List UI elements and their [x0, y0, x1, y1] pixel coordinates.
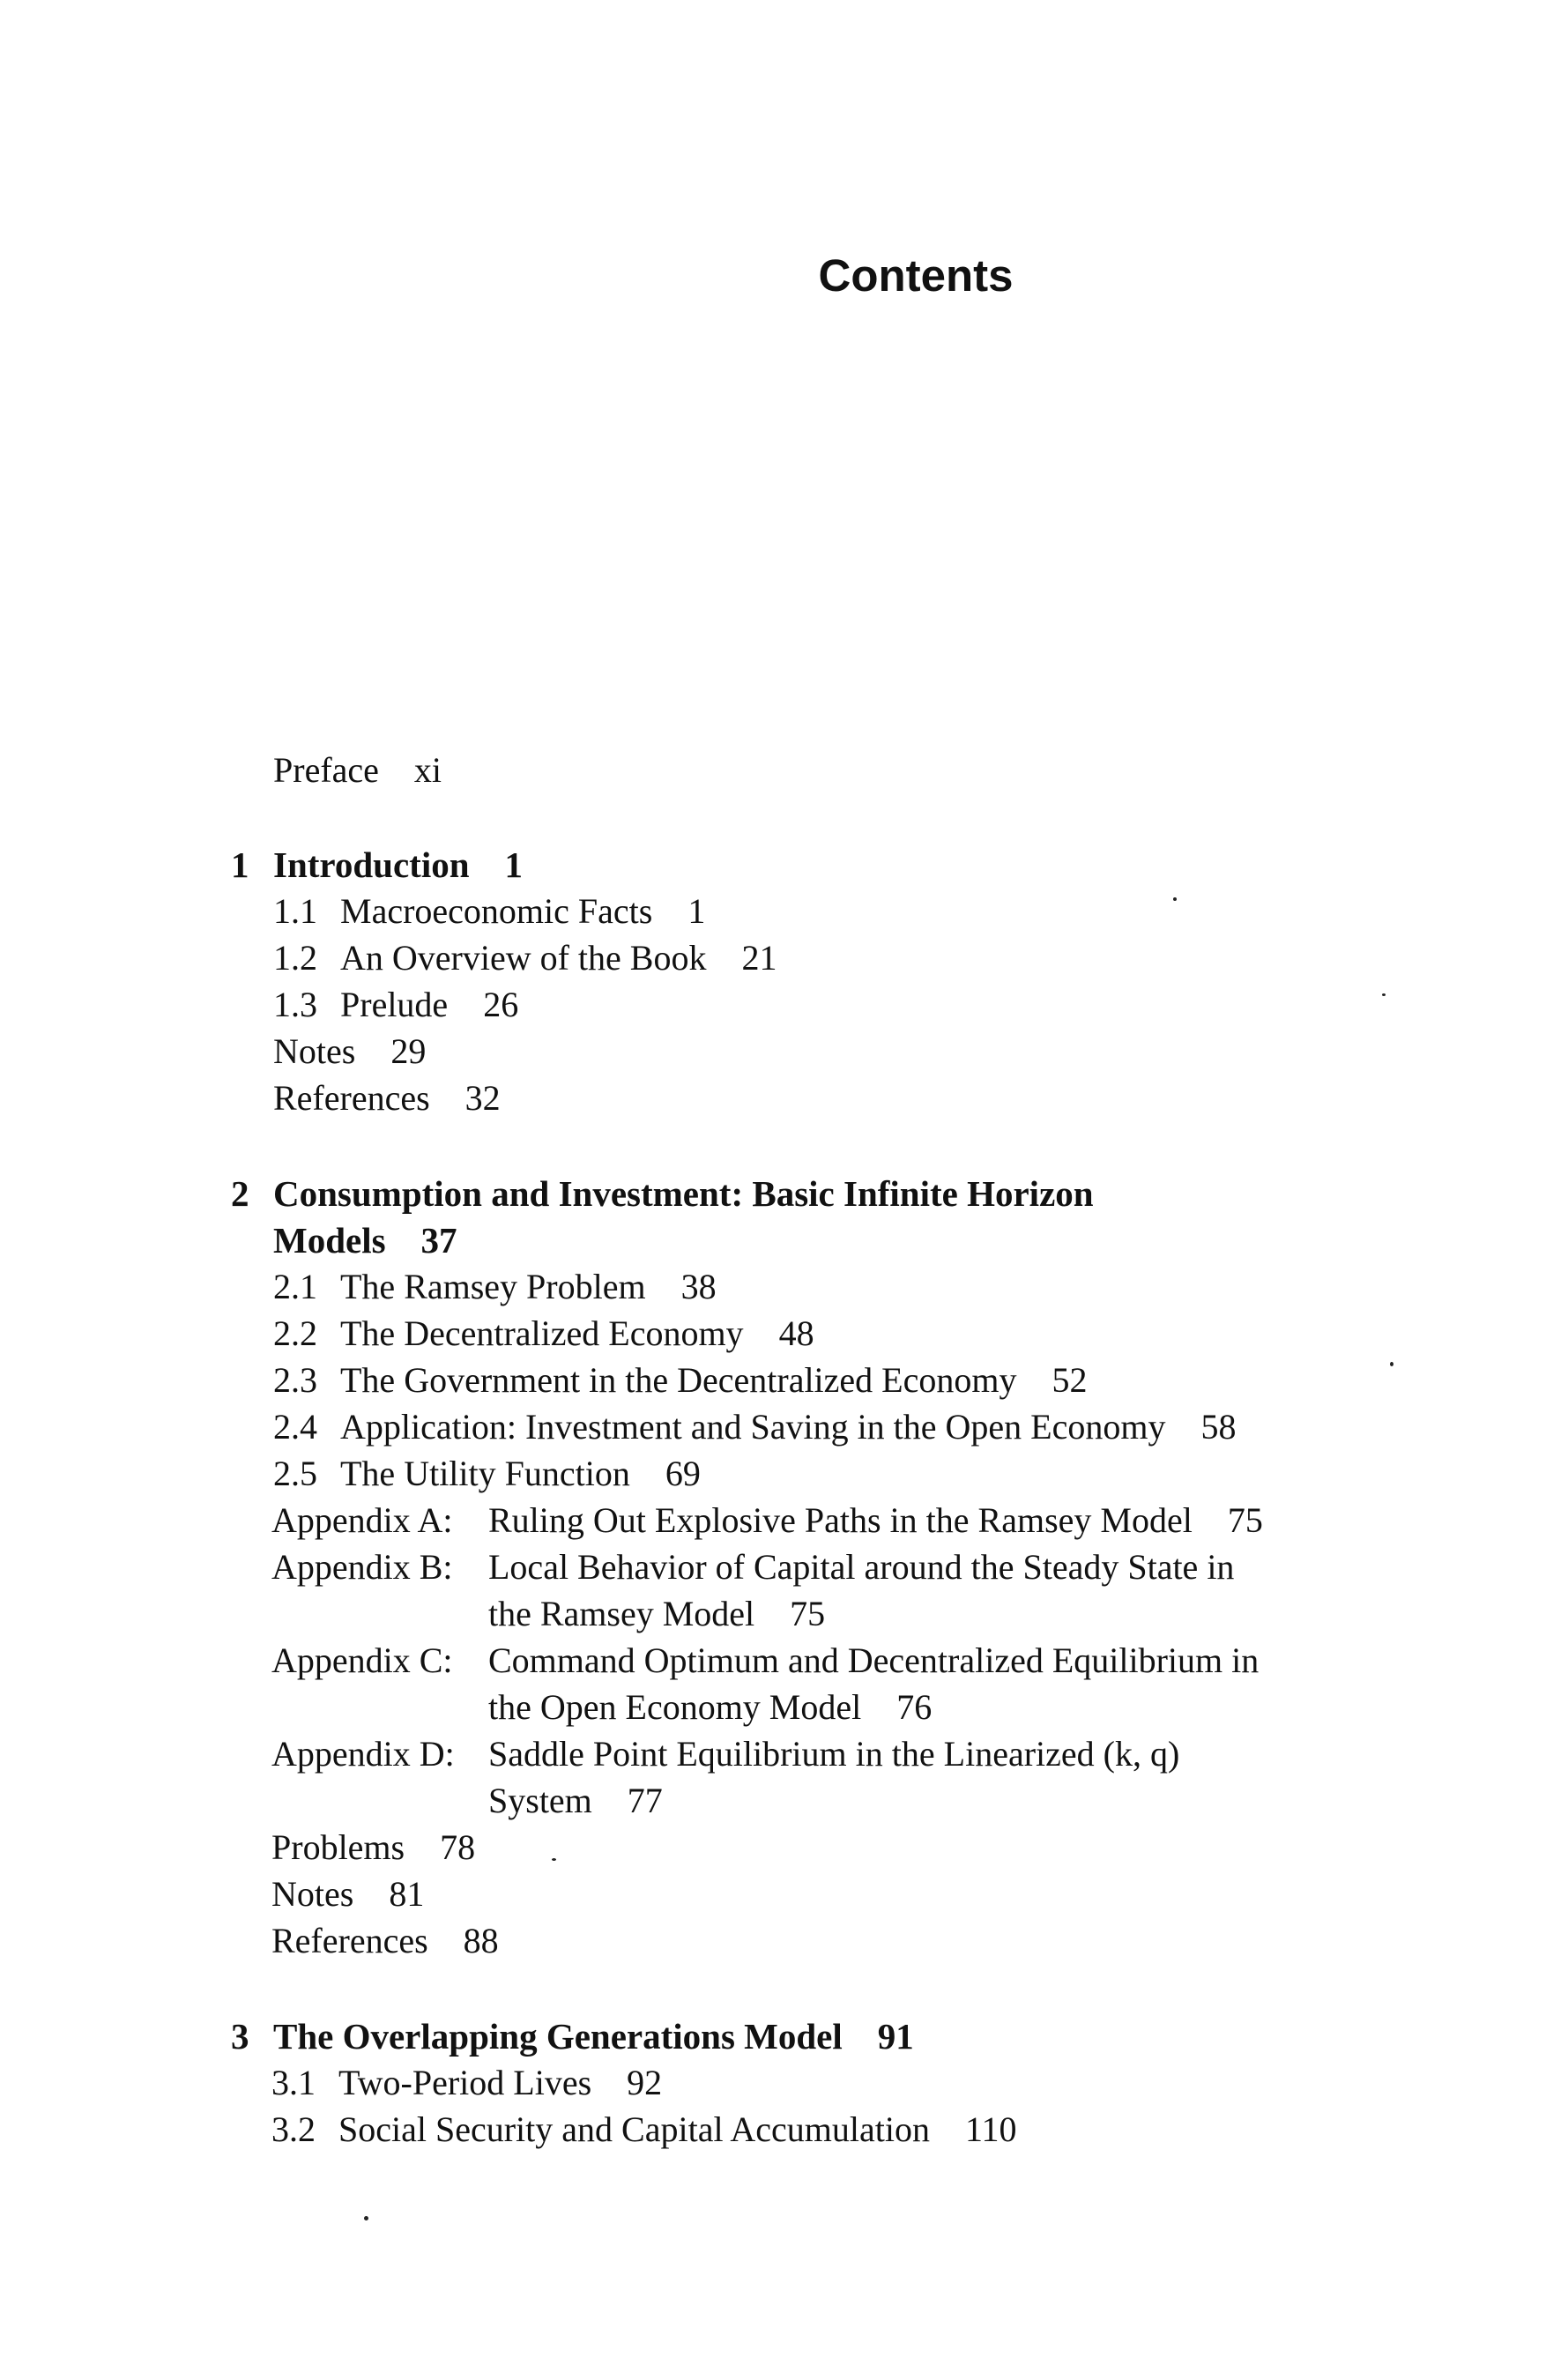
scan-speck — [1382, 993, 1386, 996]
section-number: 1.2 — [273, 938, 317, 978]
scan-speck — [1390, 1362, 1393, 1366]
toc-section-1-2[interactable] — [273, 937, 777, 979]
chapter-title: Introduction — [273, 844, 470, 885]
entry-label: Preface — [273, 750, 379, 790]
chapter-title: The Overlapping Generations Model — [273, 2016, 843, 2057]
section-title: An Overview of the Book — [340, 938, 707, 978]
appendix-d-label: Appendix D: — [271, 1734, 455, 1774]
toc-section-2-2[interactable] — [273, 1313, 814, 1355]
entry-label: References — [271, 1921, 428, 1960]
entry-page: 75 — [1227, 1500, 1263, 1540]
appendix-title: Ruling Out Explosive Paths in the Ramsey Model — [488, 1500, 1193, 1540]
section-number: 1.1 — [273, 891, 317, 931]
entry-label: Problems — [271, 1827, 405, 1867]
section-title: The Decentralized Economy — [340, 1313, 744, 1353]
section-number: 3.1 — [271, 2063, 316, 2102]
toc-section-1-3[interactable] — [273, 984, 518, 1026]
entry-page: 75 — [790, 1594, 826, 1633]
entry-page: 88 — [463, 1921, 499, 1960]
entry-page: 92 — [627, 2063, 663, 2102]
appendix-c-label: Appendix C: — [271, 1640, 453, 1680]
section-title: Application: Investment and Saving in the Open Economy — [340, 1407, 1166, 1447]
toc-section-2-1[interactable] — [273, 1266, 717, 1308]
toc-appendix-b-line2[interactable] — [488, 1593, 825, 1635]
entry-label: Notes — [271, 1874, 354, 1914]
entry-page: 21 — [741, 938, 777, 978]
entry-page: 81 — [389, 1874, 425, 1914]
entry-page: 26 — [483, 985, 519, 1024]
chapter-title: Models — [273, 1220, 386, 1261]
section-title: The Utility Function — [340, 1454, 630, 1493]
chapter-number: 3 — [231, 2016, 249, 2057]
entry-label: Notes — [273, 1031, 356, 1071]
appendix-b-label: Appendix B: — [271, 1547, 453, 1587]
toc-problems-2[interactable] — [271, 1826, 475, 1869]
entry-page: 76 — [896, 1687, 933, 1727]
section-number: 2.4 — [273, 1407, 317, 1447]
scan-speck — [364, 2216, 368, 2220]
appendix-title: the Open Economy Model — [488, 1687, 862, 1727]
entry-page: 77 — [627, 1781, 663, 1820]
chapter-number: 2 — [231, 1173, 249, 1214]
entry-page: 1 — [504, 844, 524, 885]
entry-page: 32 — [464, 1078, 501, 1118]
entry-page: 58 — [1200, 1407, 1237, 1447]
section-number: 2.1 — [273, 1267, 317, 1306]
entry-page: 110 — [964, 2109, 1017, 2149]
entry-page: xi — [413, 750, 442, 790]
toc-chapter-3[interactable] — [273, 2015, 914, 2057]
toc-notes-1[interactable] — [273, 1030, 426, 1073]
section-title: Social Security and Capital Accumulation — [338, 2109, 930, 2149]
entry-page: 52 — [1052, 1360, 1088, 1400]
entry-page: 29 — [390, 1031, 427, 1071]
appendix-title: System — [488, 1781, 592, 1820]
toc-appendix-a[interactable] — [488, 1499, 1263, 1542]
entry-page: 37 — [420, 1220, 457, 1261]
section-number: 1.3 — [273, 985, 317, 1024]
section-title: Macroeconomic Facts — [340, 891, 653, 931]
toc-section-3-2[interactable] — [271, 2109, 1016, 2151]
toc-appendix-c-line2[interactable] — [488, 1686, 932, 1729]
toc-appendix-d-line2[interactable] — [488, 1780, 663, 1822]
section-number: 2.3 — [273, 1360, 317, 1400]
toc-references-2[interactable] — [271, 1920, 499, 1962]
toc-appendix-c-line1[interactable]: Command Optimum and Decentralized Equilibrium in — [488, 1640, 1260, 1680]
scan-speck — [552, 1858, 556, 1861]
appendix-a-label: Appendix A: — [271, 1500, 453, 1540]
entry-label: References — [273, 1078, 430, 1118]
entry-page: 78 — [440, 1827, 476, 1867]
entry-page: 1 — [687, 891, 706, 931]
section-title: Two-Period Lives — [338, 2063, 592, 2102]
chapter-number: 1 — [231, 844, 249, 885]
toc-notes-2[interactable] — [271, 1873, 424, 1915]
entry-page: 91 — [877, 2016, 914, 2057]
section-number: 2.2 — [273, 1313, 317, 1353]
entry-page: 48 — [778, 1313, 814, 1353]
entry-page: 38 — [680, 1267, 717, 1306]
toc-section-1-1[interactable] — [273, 890, 705, 933]
page-title: Contents — [818, 250, 1014, 301]
scan-speck — [1173, 897, 1177, 901]
toc-chapter-2-title-line1[interactable]: Consumption and Investment: Basic Infinite Horizon — [273, 1173, 1094, 1214]
toc-appendix-d-line1[interactable]: Saddle Point Equilibrium in the Linearized (k, q) — [488, 1734, 1180, 1774]
toc-section-2-5[interactable] — [273, 1453, 701, 1495]
toc-chapter-2-title-line2[interactable] — [273, 1219, 457, 1261]
section-number: 2.5 — [273, 1454, 317, 1493]
toc-entry-preface[interactable] — [273, 749, 442, 792]
toc-appendix-b-line1[interactable]: Local Behavior of Capital around the Steady State in — [488, 1547, 1235, 1587]
appendix-title: the Ramsey Model — [488, 1594, 755, 1633]
section-title: The Ramsey Problem — [340, 1267, 646, 1306]
section-title: Prelude — [340, 985, 449, 1024]
section-number: 3.2 — [271, 2109, 316, 2149]
section-title: The Government in the Decentralized Economy — [340, 1360, 1017, 1400]
entry-page: 69 — [665, 1454, 701, 1493]
toc-references-1[interactable] — [273, 1077, 501, 1119]
toc-section-2-3[interactable] — [273, 1359, 1087, 1402]
toc-section-3-1[interactable] — [271, 2062, 662, 2104]
toc-section-2-4[interactable] — [273, 1406, 1236, 1448]
toc-chapter-1[interactable] — [273, 844, 523, 886]
